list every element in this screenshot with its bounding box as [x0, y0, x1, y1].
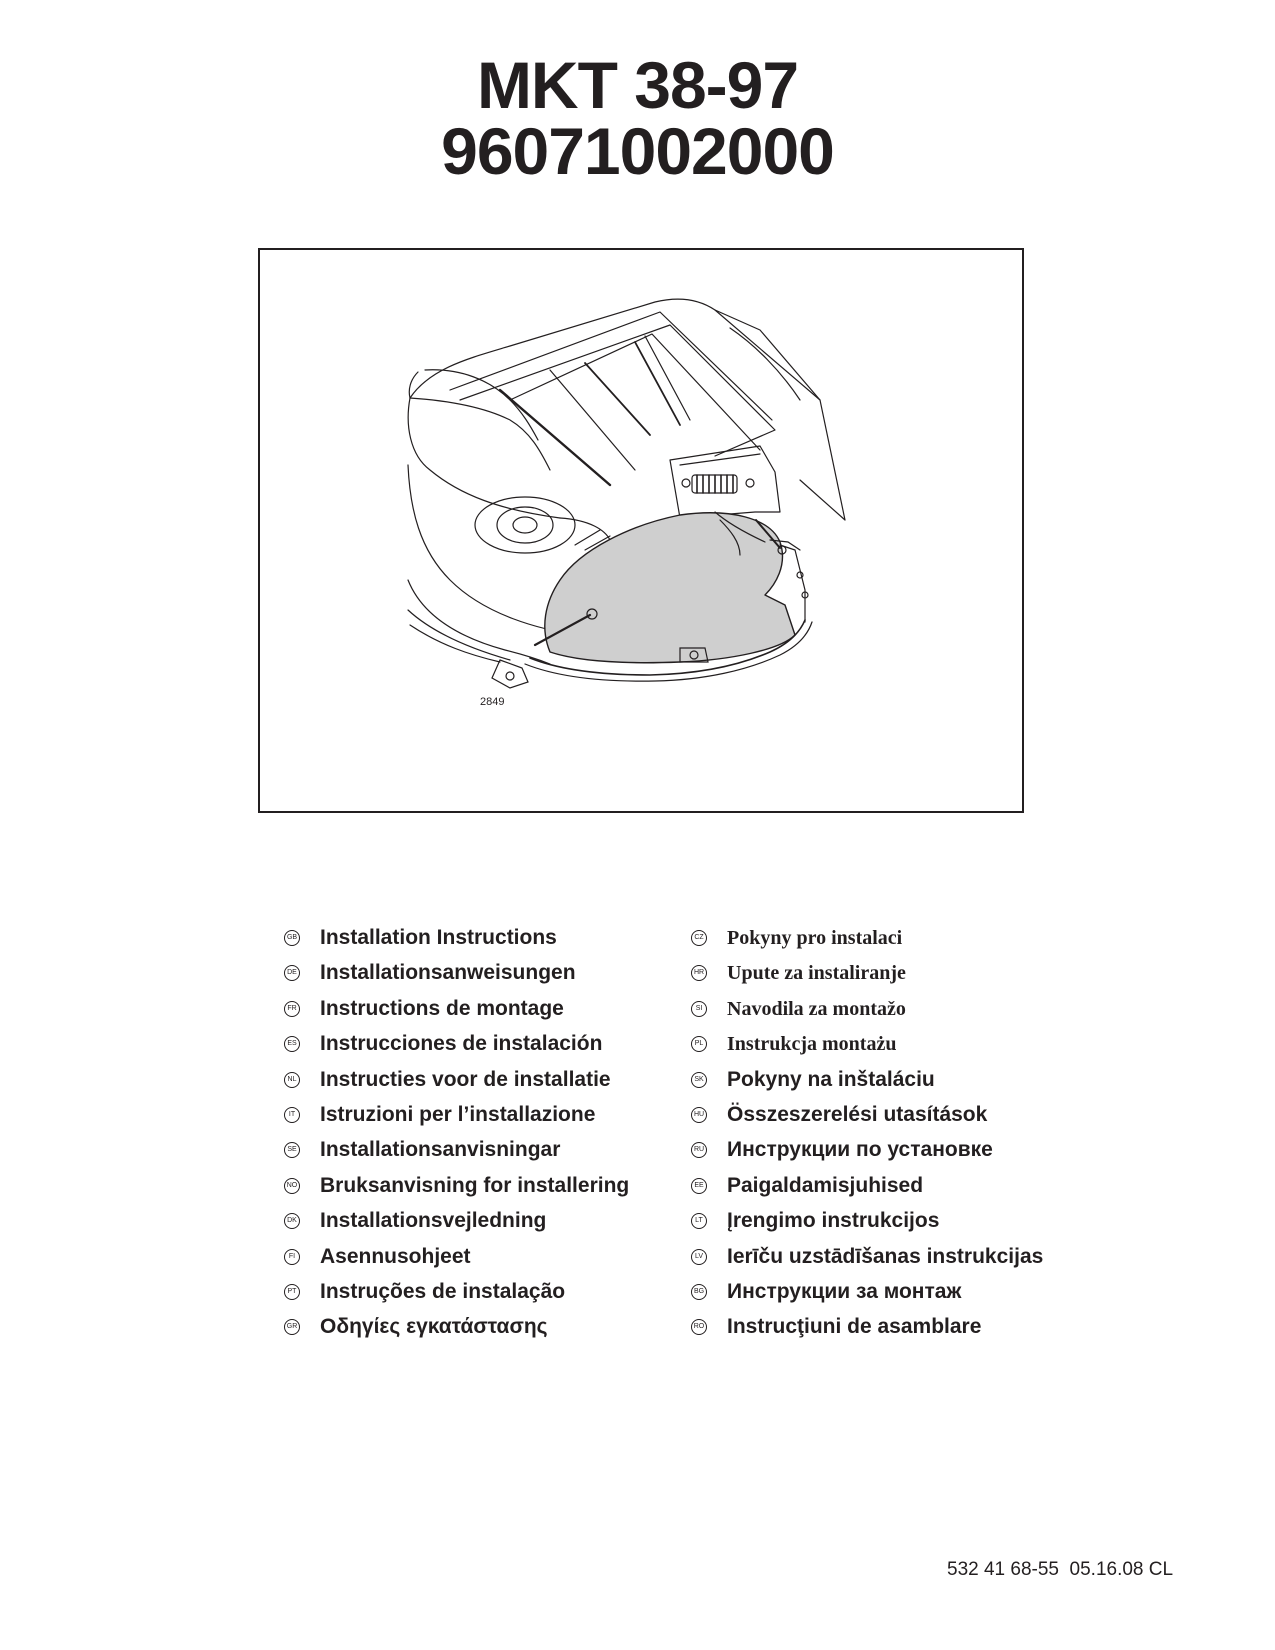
list-item: [691, 1314, 1043, 1349]
language-title: Инструкции по установке: [727, 1138, 993, 1162]
language-code-badge: FR: [284, 1001, 300, 1017]
language-code-badge: PT: [284, 1284, 300, 1300]
list-item: [691, 1137, 1043, 1172]
document-number: 532 41 68-55 05.16.08 CL: [947, 1559, 1174, 1580]
list-item: [691, 1244, 1043, 1279]
language-title: Installationsvejledning: [320, 1209, 547, 1233]
list-item: [284, 1137, 629, 1172]
figure-frame: [258, 248, 1024, 813]
figure-number: 2849: [480, 696, 505, 708]
language-title: Ierīču uzstādīšanas instrukcijas: [727, 1244, 1044, 1268]
list-item: [691, 1031, 1043, 1066]
language-code-badge: GR: [284, 1319, 300, 1335]
part-number-title: 96071002000: [441, 114, 834, 188]
list-item: [284, 1173, 629, 1208]
language-code-badge: BG: [691, 1284, 707, 1300]
language-title: Instrucţiuni de asamblare: [727, 1315, 982, 1339]
language-code-badge: HU: [691, 1107, 707, 1123]
language-title: Instruções de instalação: [320, 1279, 566, 1303]
language-title: Instructions de montage: [320, 996, 564, 1020]
language-code-badge: CZ: [691, 930, 707, 946]
language-title: Bruksanvisning for installering: [320, 1173, 630, 1197]
language-title: Instrucciones de instalación: [320, 1032, 603, 1056]
language-title: Navodila za montažo: [727, 997, 906, 1020]
language-code-badge: EE: [691, 1178, 707, 1194]
list-item: [284, 960, 629, 995]
language-title: Οδηγίες εγκατάστασης: [320, 1315, 548, 1339]
language-title: Istruzioni per l’installazione: [320, 1102, 596, 1126]
language-code-badge: HR: [691, 965, 707, 981]
language-code-badge: LT: [691, 1213, 707, 1229]
language-title: Installationsanvisningar: [320, 1138, 561, 1162]
list-item: [691, 1279, 1043, 1314]
language-code-badge: NL: [284, 1072, 300, 1088]
language-code-badge: FI: [284, 1249, 300, 1265]
list-item: [284, 1314, 629, 1349]
language-title: Pokyny na inštaláciu: [727, 1067, 935, 1091]
language-code-badge: DE: [284, 965, 300, 981]
language-code-badge: LV: [691, 1249, 707, 1265]
list-item: [691, 1208, 1043, 1243]
language-title: Asennusohjeet: [320, 1244, 471, 1268]
language-code-badge: SI: [691, 1001, 707, 1017]
list-item: [284, 1208, 629, 1243]
language-title: Upute za instaliranje: [727, 962, 906, 985]
language-code-badge: NO: [284, 1178, 300, 1194]
language-code-badge: RO: [691, 1319, 707, 1335]
list-item: [284, 1031, 629, 1066]
list-item: [284, 996, 629, 1031]
language-code-badge: SE: [284, 1142, 300, 1158]
language-code-badge: IT: [284, 1107, 300, 1123]
list-item: [691, 925, 1043, 960]
language-title: Įrengimo instrukcijos: [727, 1209, 940, 1233]
list-item: [284, 1244, 629, 1279]
list-item: [691, 996, 1043, 1031]
mower-deck-with-deflector-icon: [260, 250, 1022, 811]
list-item: [691, 1173, 1043, 1208]
list-item: [284, 1067, 629, 1102]
list-item: [691, 1067, 1043, 1102]
language-title: Installationsanweisungen: [320, 961, 576, 985]
list-item: [284, 1279, 629, 1314]
language-title: Instrukcja montażu: [727, 1033, 897, 1056]
language-list-right: [691, 925, 1043, 1350]
language-title: Pokyny pro instalaci: [727, 927, 903, 949]
list-item: [691, 960, 1043, 995]
list-item: [691, 1102, 1043, 1137]
language-title: Paigaldamisjuhised: [727, 1173, 924, 1197]
language-title: Инструкции за монтаж: [727, 1279, 962, 1303]
language-code-badge: RU: [691, 1142, 707, 1158]
language-code-badge: GB: [284, 930, 300, 946]
language-list-left: [284, 925, 629, 1350]
language-title: Instructies voor de installatie: [320, 1067, 611, 1091]
language-code-badge: DK: [284, 1213, 300, 1229]
language-code-badge: SK: [691, 1072, 707, 1088]
language-code-badge: ES: [284, 1036, 300, 1052]
language-title: Összeszerelési utasítások: [727, 1102, 988, 1126]
model-title: MKT 38-97: [476, 48, 799, 122]
language-code-badge: PL: [691, 1036, 707, 1052]
list-item: [284, 925, 629, 960]
language-title: Installation Instructions: [320, 926, 557, 949]
list-item: [284, 1102, 629, 1137]
